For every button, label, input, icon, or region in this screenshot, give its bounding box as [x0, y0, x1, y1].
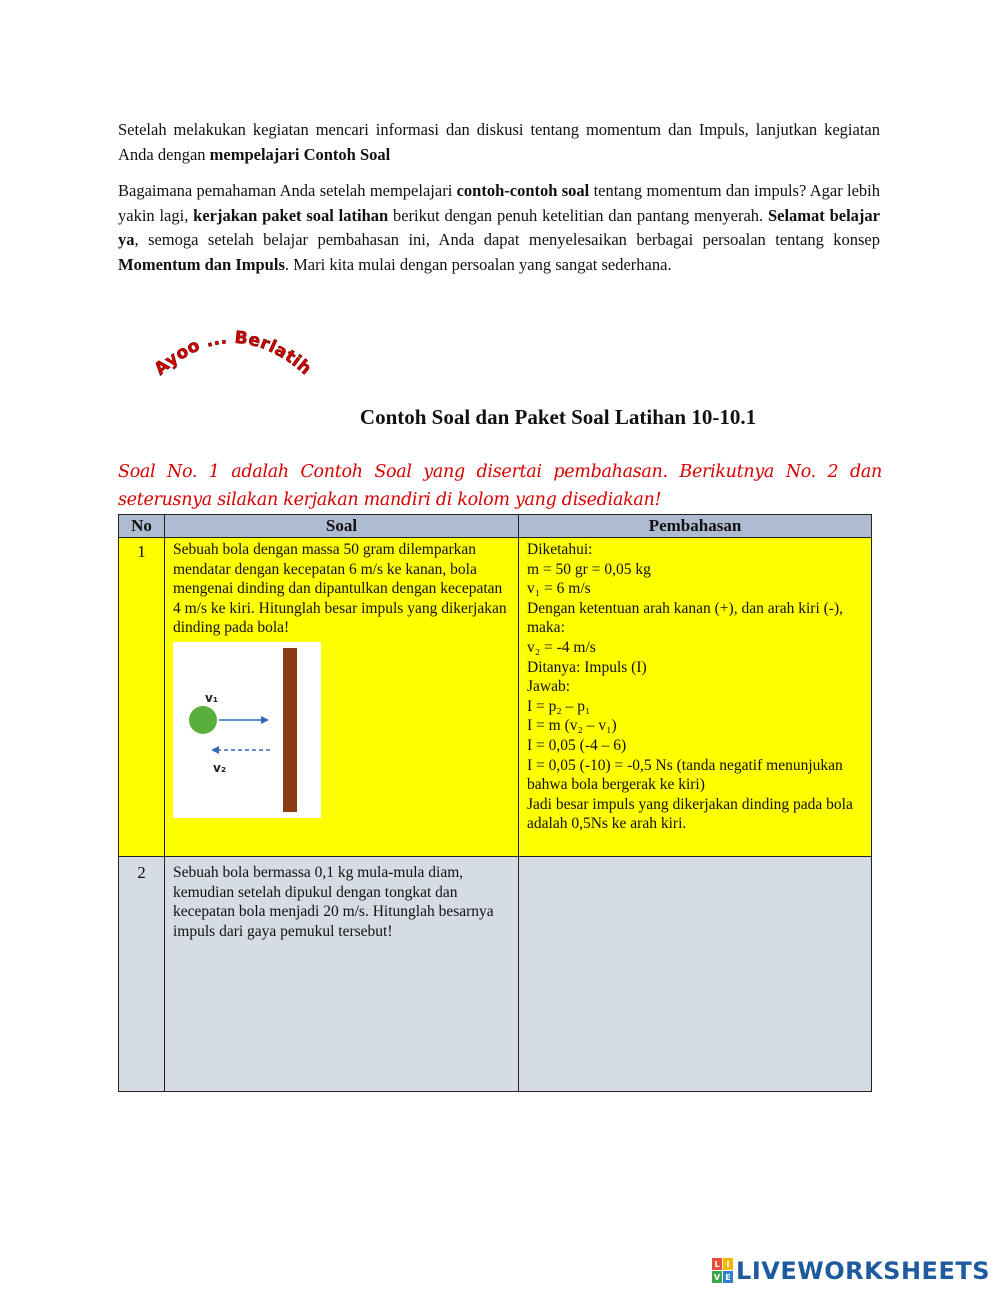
liveworksheets-logo — [712, 1256, 990, 1286]
ball-wall-diagram — [173, 642, 321, 818]
pembahasan-cell — [519, 538, 872, 857]
answer-line: m = 50 gr = 0,05 kg — [527, 560, 651, 578]
answer-line: Ditanya: Impuls (I) — [527, 658, 647, 676]
row-number: 1 — [119, 538, 165, 857]
v1-label: v₁ — [205, 690, 219, 705]
answer-line: I = p₂ – p₁ — [527, 697, 591, 715]
soal-cell — [165, 538, 519, 857]
header-soal: Soal — [165, 515, 519, 538]
intro-bold-text: mempelajari Contoh Soal — [209, 144, 391, 164]
wordart-text: Ayoo ... Berlatih — [150, 327, 316, 380]
intro-bold-text: Momentum dan Impuls — [118, 254, 285, 274]
intro-text: tentang momentum dan impuls? Agar lebih yakin lagi, — [118, 181, 880, 225]
header-no: No — [119, 515, 165, 538]
intro-bold-text: kerjakan paket soal latihan — [193, 205, 389, 225]
logo-letter-v: V — [713, 1273, 721, 1282]
intro-text: . Mari kita mulai dengan persoalan yang sangat sederhana. — [284, 254, 672, 274]
answer-line: Diketahui: — [527, 541, 593, 558]
intro-paragraph-2 — [118, 179, 880, 277]
intro-text: Setelah melakukan kegiatan mencari informasi dan diskusi tentang momentum dan Impuls, lanjutkan kegiatan Anda dengan — [118, 120, 880, 164]
soal-text: Sebuah bola dengan massa 50 gram dilemparkan mendatar dengan kecepatan 6 m/s ke kanan, bola mengenai dinding dan dipantulkan dengan kecepatan 4 m/s ke kiri. Hitunglah besar impuls yang dikerjakan dinding pada bola! — [173, 541, 507, 637]
logo-text: LIVEWORKSHEETS — [736, 1257, 990, 1285]
header-pembahasan: Pembahasan — [519, 515, 872, 538]
v2-label: v₂ — [213, 760, 227, 775]
table-row — [119, 538, 872, 857]
intro-text: berikut dengan penuh ketelitian dan pantang menyerah. — [388, 205, 768, 225]
answer-line: v₁ = 6 m/s — [527, 580, 591, 598]
exercise-table — [118, 514, 872, 1092]
answer-line: I = m (v₂ – v₁) — [527, 717, 617, 735]
intro-bold-text: Selamat belajar ya — [118, 205, 880, 249]
answer-line: v₂ = -4 m/s — [527, 638, 596, 656]
logo-blocks-icon — [712, 1258, 734, 1284]
table-header-row — [119, 515, 872, 538]
soal-text: Sebuah bola bermassa 0,1 kg mula-mula diam, kemudian setelah dipukul dengan tongkat dan kecepatan bola menjadi 20 m/s. Hitunglah besarnya impuls dari gaya pemukul tersebut! — [173, 864, 494, 940]
answer-input-cell[interactable] — [519, 857, 872, 1092]
logo-letter-i: I — [726, 1260, 730, 1269]
intro-text: Bagaimana pemahaman Anda setelah mempelajari — [118, 181, 457, 200]
ayoo-berlatih-wordart — [148, 318, 318, 388]
intro-text: , semoga setelah belajar pembahasan ini, Anda dapat menyelesaikan berbagai persoalan tentang konsep — [134, 230, 880, 249]
svg-text:Ayoo ... Berlatih — [151, 328, 316, 380]
logo-letter-l: L — [714, 1260, 720, 1269]
logo-letter-e: E — [725, 1273, 731, 1282]
answer-line: Jadi besar impuls yang dikerjakan dinding pada bola adalah 0,5Ns ke arah kiri. — [527, 795, 853, 833]
ball-shape — [189, 706, 217, 734]
page-title: Contoh Soal dan Paket Soal Latihan 10-10.1 — [359, 405, 757, 429]
answer-line: I = 0,05 (-4 – 6) — [527, 736, 627, 754]
answer-line: Jawab: — [527, 678, 571, 696]
table-row — [119, 857, 872, 1092]
answer-line: Dengan ketentuan arah kanan (+), dan arah kiri (-), maka: — [527, 599, 844, 637]
intro-bold-text: contoh-contoh soal — [456, 181, 590, 200]
intro-paragraph-1 — [118, 118, 880, 167]
answer-line: I = 0,05 (-10) = -0,5 Ns (tanda negatif menunjukan bahwa bola bergerak ke kiri) — [527, 756, 843, 794]
wall-shape — [283, 648, 297, 812]
soal-cell — [165, 857, 519, 1092]
row-number: 2 — [119, 857, 165, 1092]
instruction-text: Soal No. 1 adalah Contoh Soal yang disertai pembahasan. Berikutnya No. 2 dan seterusnya silakan kerjakan mandiri di kolom yang disediakan! — [118, 462, 882, 510]
